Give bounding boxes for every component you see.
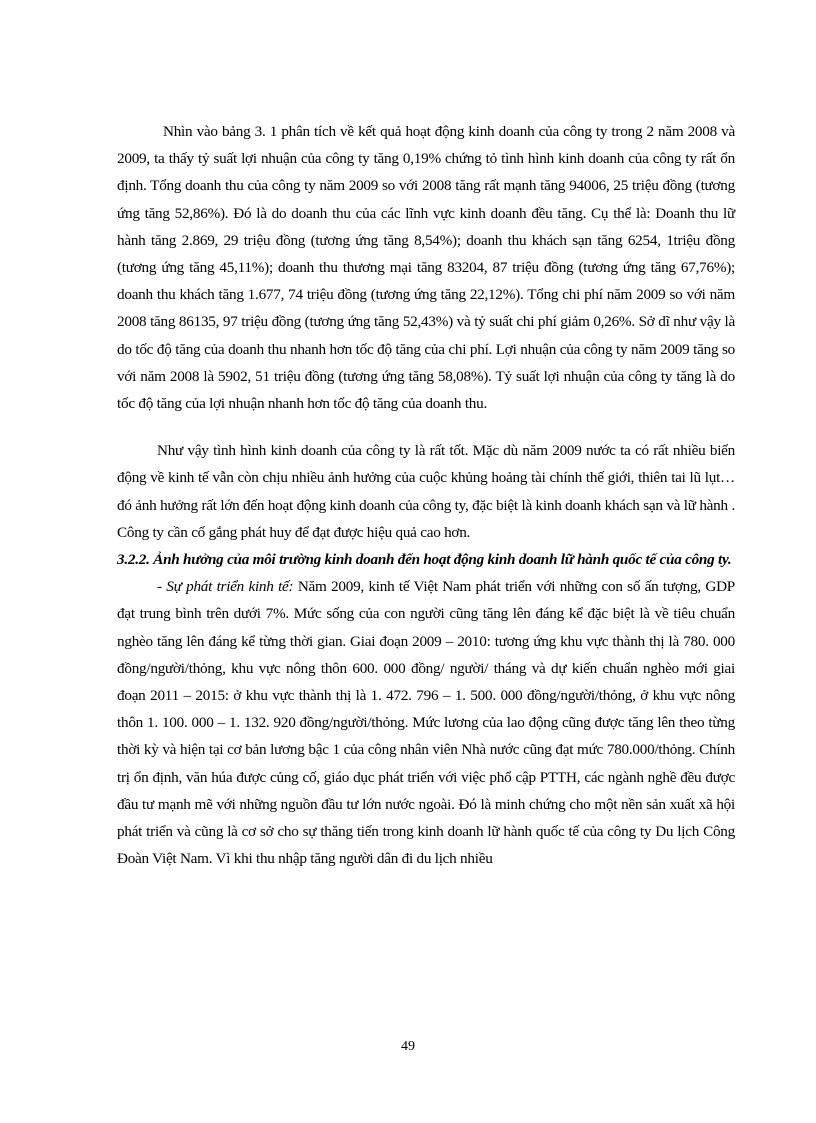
paragraph-lead-label: - Sự phát triển kinh tế: <box>157 578 294 596</box>
paragraph-business-summary: Như vậy tình hình kinh doanh của công ty là rất tốt. Mặc dù năm 2009 nước ta có rất nhiều biến động về kinh tế vẫn còn chịu nhiều ảnh hưởng của cuộc khủng hoảng tài chính thế giới, thiên tai lũ lụt…đó ảnh hưởng rất lớn đến hoạt động kinh doanh của công ty, đặc biệt là kinh doanh khách sạn và lữ hành . Công ty cần cố gắng phát huy để đạt được hiệu quả cao hơn. <box>117 442 735 541</box>
paragraph-business-results: Nhìn vào bảng 3. 1 phân tích về kết quả hoạt động kinh doanh của công ty trong 2 năm 2008 và 2009, ta thấy tỷ suất lợi nhuận của công ty tăng 0,19% chứng tỏ tình hình kinh doanh của công ty rất ổn định. Tổng doanh thu của công ty năm 2009 so với 2008 tăng rất mạnh tăng 94006, 25 triệu đồng (tương ứng tăng 52,86%). Đó là do doanh thu của các lĩnh vực kinh doanh đều tăng. Cụ thể là: Doanh thu lữ hành tăng 2.869, 29 triệu đồng (tương ứng tăng 8,54%); doanh thu khách sạn tăng 6254, 1triệu đồng (tương ứng tăng 45,11%); doanh thu thương mại tăng 83204, 87 triệu đồng (tương ứng tăng 67,76%); doanh thu khách tăng 1.677, 74 triệu đồng (tương ứng tăng 22,12%). Tổng chi phí năm 2009 so với năm 2008 tăng 86135, 97 triệu đồng (tương ứng tăng 52,43%) và tỷ suất chi phí giảm 0,26%. Sở dĩ như vậy là do tốc độ tăng của doanh thu nhanh hơn tốc độ tăng của chi phí. Lợi nhuận của công ty năm 2009 tăng so với năm 2008 là 5902, 51 triệu đồng (tương ứng tăng 58,08%). Tỷ suất lợi nhuận của công ty tăng là do tốc độ tăng của lợi nhuận nhanh hơn tốc độ tăng của doanh thu. <box>117 123 735 413</box>
paragraph-economic-text: Năm 2009, kinh tế Việt Nam phát triển với những con số ấn tượng, GDP đạt trung bình trên dưới 7%. Mức sống của con người cũng tăng lên đáng kể đặc biệt là về tiêu chuẩn nghèo tăng lên đáng kể từng thời gian. Giai đoạn 2009 – 2010: tương ứng khu vực thành thị là 780. 000 đồng/người/thỏng, khu vực nông thôn 600. 000 đồng/ người/ tháng và dự kiến chuẩn nghèo mới giai đoạn 2011 – 2015: ở khu vực thành thị là 1. 472. 796 – 1. 500. 000 đồng/người/thỏng, ở khu vực nông thôn 1. 100. 000 – 1. 132. 920 đồng/người/thỏng. Mức lương của lao động cũng được tăng lên theo từng thời kỳ và hiện tại cơ bản lương bậc 1 của công nhân viên Nhà nước cũng đạt mức 780.000/thỏng. Chính trị ổn định, văn húa được củng cố, giáo dục phát triển với việc phổ cập PTTH, các ngành nghề đều được đầu tư mạnh mẽ với những nguồn đầu tư lớn nước ngoài. Đó là minh chứng cho một nền sản xuất xã hội phát triển và cũng là cơ sở cho sự thăng tiến trong kinh doanh lữ hành quốc tế của công ty Du lịch Công Đoàn Việt Nam. Vì khi thu nhập tăng người dân đi du lịch nhiều <box>117 578 735 868</box>
paragraph-economic-development <box>117 573 735 872</box>
section-heading: 3.2.2. Ảnh hưởng của môi trường kinh doanh đến hoạt động kinh doanh lữ hành quốc tế của công ty. <box>117 551 732 569</box>
page-number: 49 <box>401 1039 415 1054</box>
page-body <box>117 118 735 872</box>
